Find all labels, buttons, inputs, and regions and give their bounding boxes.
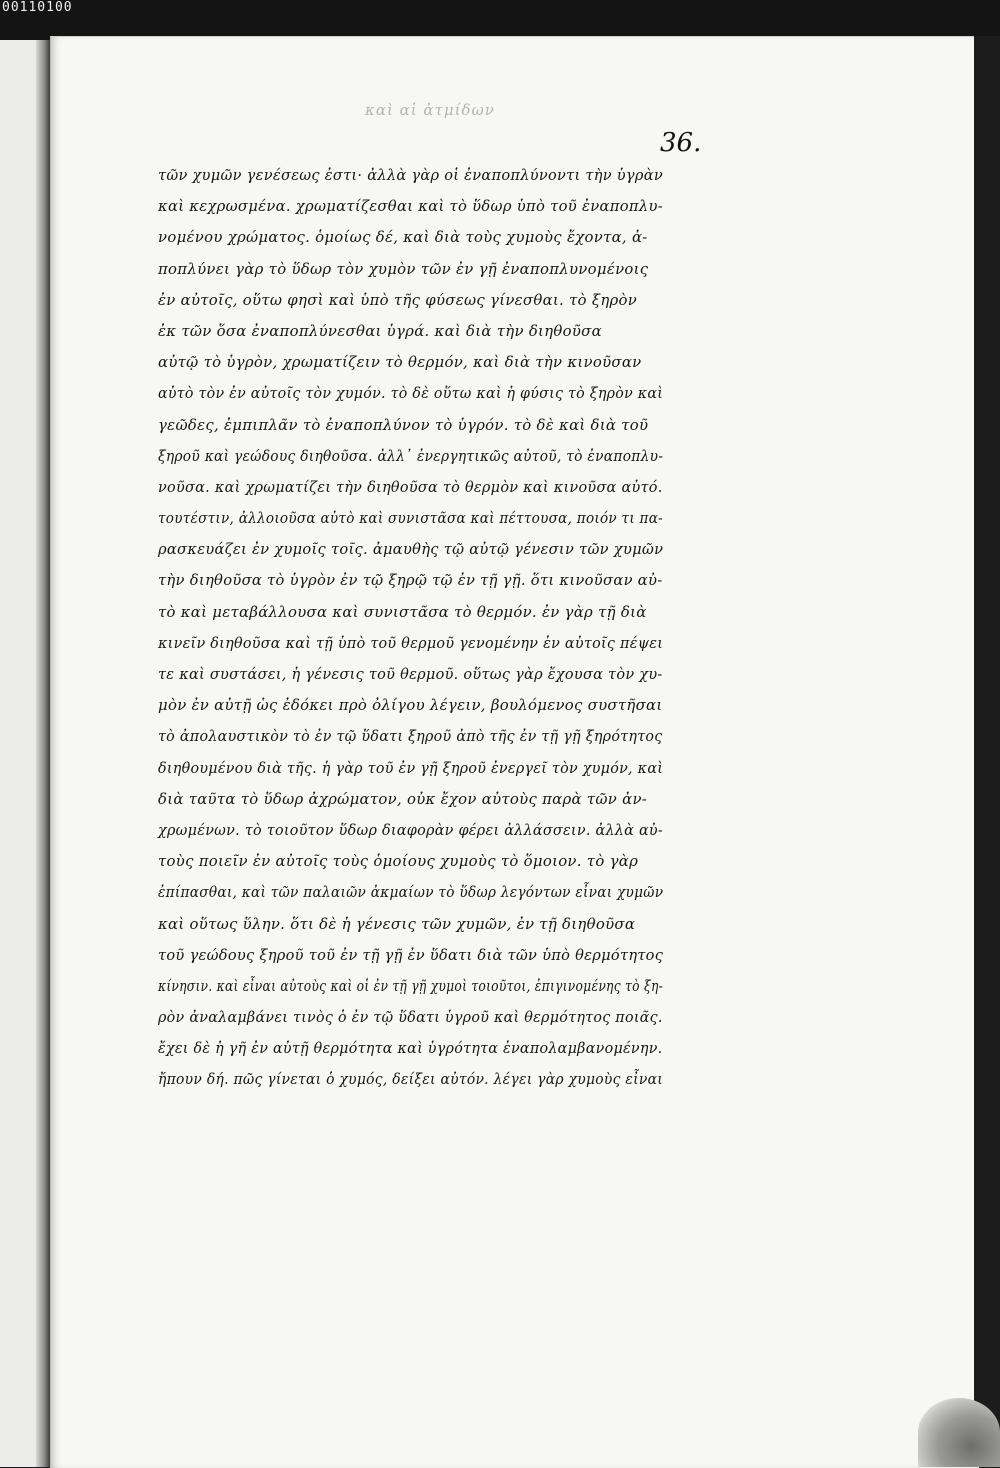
text-block: [158, 160, 668, 1096]
manuscript-line: τοῦ γεώδους ξηροῦ τοῦ ἐν τῇ γῇ ἐν ὕδατι διὰ τῶν ὑπὸ θερμότητος: [158, 945, 664, 964]
manuscript-line: τουτέστιν, ἀλλοιοῦσα αὐτὸ καὶ συνιστᾶσα καὶ πέττουσα, ποιόν τι πα-: [158, 509, 663, 528]
running-head: καὶ αἱ ἀτμίδων: [365, 101, 495, 119]
binding-gutter: [36, 40, 50, 1467]
manuscript-line: ρασκευάζει ἐν χυμοῖς τοῖς. ἀμαυθὴς τῷ αὐτῷ γένεσιν τῶν χυμῶν: [158, 540, 664, 559]
manuscript-line: ξηροῦ καὶ γεώδους διηθοῦσα. ἀλλ᾽ ἐνεργητικῶς αὐτοῦ, τὸ ἐναποπλυ-: [158, 446, 664, 465]
manuscript-line: διὰ ταῦτα τὸ ὕδωρ ἀχρώματον, οὐκ ἔχον αὐτοὺς παρὰ τῶν ἀν-: [158, 789, 648, 808]
manuscript-line: τὸ ἀπολαυστικὸν τὸ ἐν τῷ ὕδατι ξηροῦ ἀπὸ τῆς ἐν τῇ γῇ ξηρότητος: [158, 727, 663, 746]
manuscript-line: ἐπίπασθαι, καὶ τῶν παλαιῶν ἀκμαίων τὸ ὕδωρ λεγόντων εἶναι χυμῶν: [158, 883, 664, 902]
manuscript-line: καὶ κεχρωσμένα. χρωματίζεσθαι καὶ τὸ ὕδωρ ὑπὸ τοῦ ἐναποπλυ-: [158, 197, 664, 216]
manuscript-line: ἐν αὐτοῖς, οὕτω φησὶ καὶ ὑπὸ τῆς φύσεως γίνεσθαι. τὸ ξηρὸν: [158, 290, 638, 309]
manuscript-line: κίνησιν. καὶ εἶναι αὐτοὺς καὶ οἱ ἐν τῇ γῇ χυμοὶ τοιοῦτοι, ἐπιγινομένης τὸ ξη-: [158, 976, 664, 995]
manuscript-line: ρὸν ἀναλαμβάνει τινὸς ὁ ἐν τῷ ὕδατι ὑγροῦ καὶ θερμότητος ποιᾶς.: [158, 1008, 663, 1027]
scan-id-label: 00110100: [2, 0, 73, 15]
manuscript-line: τὴν διηθοῦσα τὸ ὑγρὸν ἐν τῷ ξηρῷ τῷ ἐν τῇ γῇ. ὅτι κινοῦσαν αὐ-: [158, 571, 663, 590]
manuscript-line: ἤπουν δή. πῶς γίνεται ὁ χυμός, δείξει αὐτόν. λέγει γὰρ χυμοὺς εἶναι: [158, 1070, 663, 1089]
manuscript-line: τῶν χυμῶν γενέσεως ἐστι· ἀλλὰ γὰρ οἱ ἐναποπλύνοντι τὴν ὑγρὰν: [158, 166, 663, 184]
manuscript-line: μὸν ἐν αὐτῇ ὡς ἐδόκει πρὸ ὀλίγου λέγειν, βουλόμενος συστῆσαι: [158, 696, 663, 715]
manuscript-line: τὸ καὶ μεταβάλλουσα καὶ συνιστᾶσα τὸ θερμόν. ἐν γὰρ τῇ διὰ: [158, 602, 647, 621]
manuscript-line: κινεῖν διηθοῦσα καὶ τῇ ὑπὸ τοῦ θερμοῦ γενομένην ἐν αὐτοῖς πέψει: [158, 633, 664, 652]
folio-number: 36.: [660, 128, 702, 158]
manuscript-line: τε καὶ συστάσει, ἡ γένεσις τοῦ θερμοῦ. οὕτως γὰρ ἔχουσα τὸν χυ-: [158, 665, 663, 683]
manuscript-line: χρωμένων. τὸ τοιοῦτον ὕδωρ διαφορὰν φέρει ἀλλάσσειν. ἀλλὰ αὐ-: [158, 820, 664, 839]
manuscript-line: διηθουμένου διὰ τῆς. ἡ γὰρ τοῦ ἐν γῇ ξηροῦ ἐνεργεῖ τὸν χυμόν, καὶ: [158, 758, 664, 777]
manuscript-line: νοῦσα. καὶ χρωματίζει τὴν διηθοῦσα τὸ θερμὸν καὶ κινοῦσα αὐτό.: [158, 477, 663, 496]
manuscript-line: νομένου χρώματος. ὁμοίως δέ, καὶ διὰ τοὺς χυμοὺς ἔχοντα, ἀ-: [158, 228, 648, 247]
manuscript-line: ποπλύνει γὰρ τὸ ὕδωρ τὸν χυμὸν τῶν ἐν γῇ ἐναποπλυνομένοις: [158, 259, 649, 278]
holder-thumb: [918, 1398, 1000, 1467]
manuscript-line: αὐτῷ τὸ ὑγρὸν, χρωματίζειν τὸ θερμόν, καὶ διὰ τὴν κινοῦσαν: [158, 353, 642, 372]
manuscript-line: γεῶδες, ἐμπιπλᾶν τὸ ἐναποπλύνον τὸ ὑγρόν. τὸ δὲ καὶ διὰ τοῦ: [158, 415, 649, 434]
manuscript-line: ἔχει δὲ ἡ γῆ ἐν αὐτῇ θερμότητα καὶ ὑγρότητα ἐναπολαμβανομένην.: [158, 1039, 663, 1058]
manuscript-line: τοὺς ποιεῖν ἐν αὐτοῖς τοὺς ὁμοίους χυμοὺς τὸ ὅμοιον. τὸ γὰρ: [158, 852, 639, 871]
manuscript-line: καὶ οὕτως ὕλην. ὅτι δὲ ἡ γένεσις τῶν χυμῶν, ἐν τῇ διηθοῦσα: [158, 914, 636, 933]
manuscript-line: αὐτὸ τὸν ἐν αὐτοῖς τὸν χυμόν. τὸ δὲ οὕτω καὶ ἡ φύσις τὸ ξηρὸν καὶ: [158, 384, 664, 403]
leaf-right-edge: [974, 36, 1000, 1467]
manuscript-line: ἐκ τῶν ὅσα ἐναποπλύνεσθαι ὑγρά. καὶ διὰ τὴν διηθοῦσα: [158, 321, 602, 340]
